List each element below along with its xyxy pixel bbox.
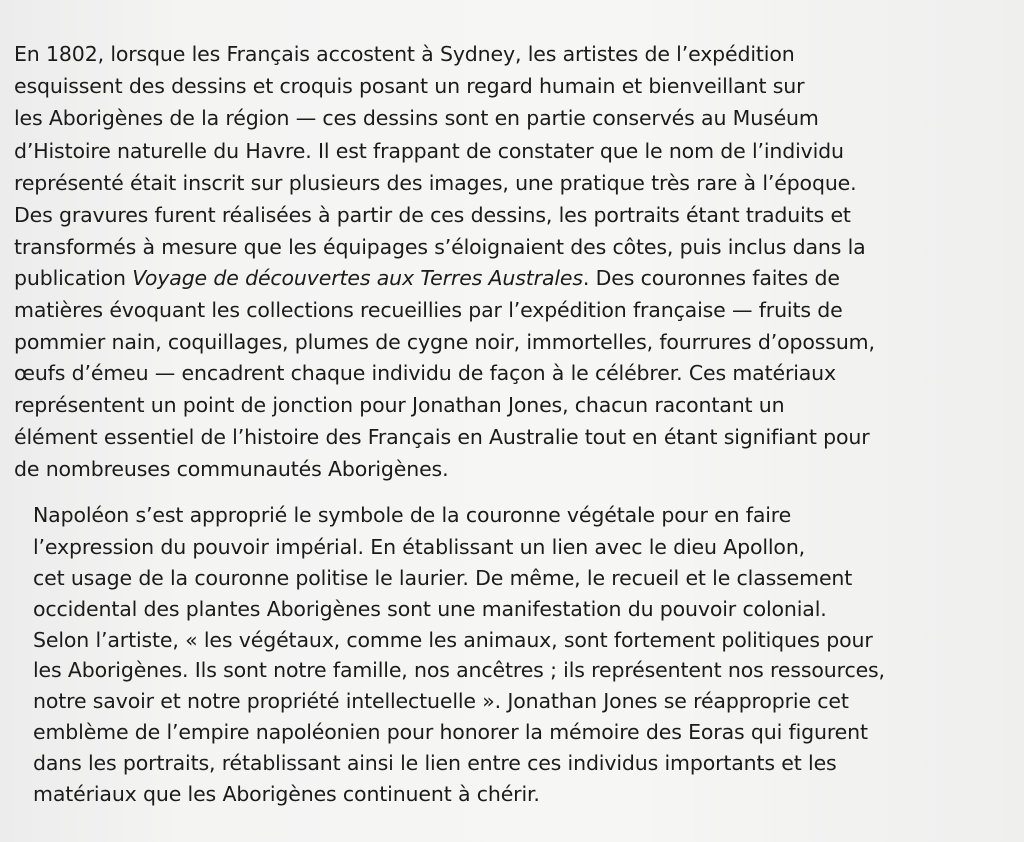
paragraph-1-line: pommier nain, coquillages, plumes de cygne noir, immortelles, fourrures d’opossum, <box>14 330 875 354</box>
paragraph-1-line: matières évoquant les collections recueillies par l’expédition française — fruits de <box>14 298 843 322</box>
paragraph-1-line: Des gravures furent réalisées à partir de ces dessins, les portraits étant traduits et <box>14 203 851 227</box>
paragraph-1-line: représenté était inscrit sur plusieurs des images, une pratique très rare à l’époque. <box>14 171 857 195</box>
line-text: . Des couronnes faites de <box>582 266 840 290</box>
paragraph-2-line: les Aborigènes. Ils sont notre famille, nos ancêtres ; ils représentent nos ressources, <box>33 658 885 682</box>
paragraph-2-line: l’expression du pouvoir impérial. En établissant un lien avec le dieu Apollon, <box>33 535 806 559</box>
paragraph-1-line: œufs d’émeu — encadrent chaque individu de façon à le célébrer. Ces matériaux <box>14 361 837 385</box>
paragraph-1-line: d’Histoire naturelle du Havre. Il est frappant de constater que le nom de l’individu <box>14 139 844 163</box>
paragraph-1-line: esquissent des dessins et croquis posant un regard humain et bienveillant sur <box>14 74 805 98</box>
paragraph-1-line: représentent un point de jonction pour Jonathan Jones, chacun racontant un <box>14 393 785 417</box>
paragraph-2-line: dans les portraits, rétablissant ainsi le lien entre ces individus importants et les <box>33 751 837 775</box>
paragraph-1-line <box>14 264 840 292</box>
paragraph-1-line: transformés à mesure que les équipages s’éloignaient des côtes, puis inclus dans la <box>14 235 866 259</box>
paragraph-2-line: Napoléon s’est approprié le symbole de la couronne végétale pour en faire <box>33 503 792 527</box>
paragraph-2-line: Selon l’artiste, « les végétaux, comme les animaux, sont fortement politiques pour <box>33 628 873 652</box>
paragraph-1-line: de nombreuses communautés Aborigènes. <box>14 457 449 481</box>
paragraph-1-line: élément essentiel de l’histoire des Français en Australie tout en étant signifiant pour <box>14 425 870 449</box>
paragraph-1-line: En 1802, lorsque les Français accostent à Sydney, les artistes de l’expédition <box>14 42 795 66</box>
line-text: publication <box>14 266 133 290</box>
paragraph-1-line: les Aborigènes de la région — ces dessins sont en partie conservés au Muséum <box>14 106 819 130</box>
paragraph-2-line: notre savoir et notre propriété intellectuelle ». Jonathan Jones se réapproprie cet <box>33 689 849 713</box>
paragraph-2-line: cet usage de la couronne politise le laurier. De même, le recueil et le classement <box>33 566 853 590</box>
paragraph-2-line: emblème de l’empire napoléonien pour honorer la mémoire des Eoras qui figurent <box>33 720 868 744</box>
paragraph-2-line: occidental des plantes Aborigènes sont une manifestation du pouvoir colonial. <box>33 597 827 621</box>
book-title: Voyage de découvertes aux Terres Australes <box>132 266 583 290</box>
paragraph-2-line: matériaux que les Aborigènes continuent à chérir. <box>33 782 540 806</box>
